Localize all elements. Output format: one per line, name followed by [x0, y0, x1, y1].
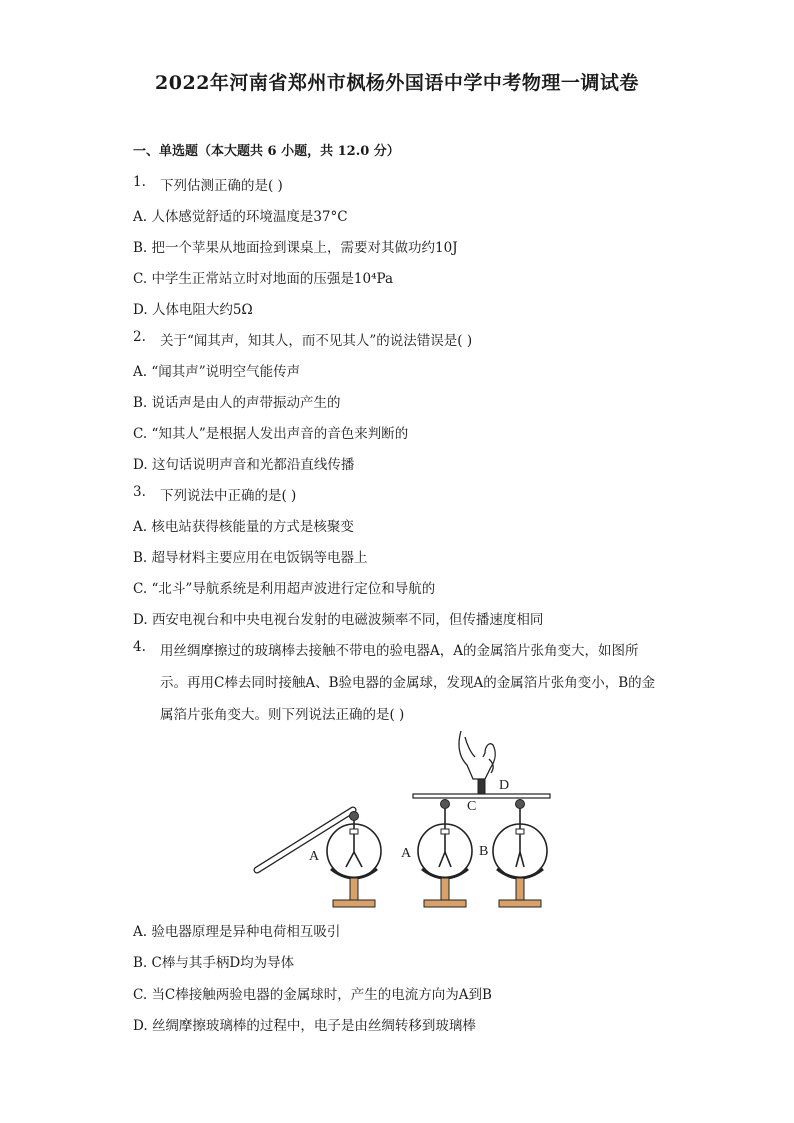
option-content: 人体电阻大约5Ω	[151, 302, 253, 318]
option-text	[133, 608, 543, 628]
option-label: C.	[133, 426, 148, 442]
label-a-middle: A	[401, 846, 412, 861]
metal-rod-c	[413, 794, 550, 798]
option-text	[133, 1014, 476, 1034]
option-label: C.	[133, 271, 148, 287]
option-text	[133, 515, 354, 535]
option-content: 人体感觉舒适的环境温度是37°C	[151, 209, 348, 225]
option-label: D.	[133, 612, 148, 628]
option-label: A.	[133, 924, 148, 940]
question-number: 4.	[133, 639, 146, 655]
option-label: D.	[133, 302, 148, 318]
question-stem-line: 属箔片张角变大。则下列说法正确的是( )	[160, 707, 405, 723]
question-stem: 关于“闻其声，知其人，而不见其人”的说法错误是( )	[160, 333, 473, 349]
question-number: 2.	[133, 329, 146, 345]
question-stem: 下列说法中正确的是( )	[160, 488, 297, 504]
option-content: 中学生正常站立时对地面的压强是10⁴Pa	[151, 271, 394, 287]
option-label: B.	[133, 955, 148, 971]
electroscope-a	[418, 800, 472, 908]
option-label: A.	[133, 364, 148, 380]
question-number: 3.	[133, 484, 146, 500]
rod-handle-d	[478, 779, 485, 795]
option-text	[133, 205, 348, 225]
option-content: 说话声是由人的声带振动产生的	[151, 395, 341, 411]
option-label: B.	[133, 395, 148, 411]
option-text	[133, 422, 408, 442]
option-content: 验电器原理是异种电荷相互吸引	[151, 924, 341, 940]
question-stem: 下列估测正确的是( )	[160, 178, 283, 194]
option-content: 西安电视台和中央电视台发射的电磁波频率不同，但传播速度相同	[151, 612, 544, 628]
option-text	[133, 236, 458, 256]
option-content: “北斗”导航系统是利用超声波进行定位和导航的	[151, 581, 436, 597]
option-text	[133, 577, 435, 597]
option-label: B.	[133, 240, 148, 256]
option-label: D.	[133, 457, 148, 473]
electroscope-figure	[235, 727, 560, 910]
option-content: 超导材料主要应用在电饭锅等电器上	[151, 550, 368, 566]
option-text	[133, 951, 294, 971]
label-b: B	[479, 844, 489, 859]
option-content: 这句话说明声音和光都沿直线传播	[151, 457, 355, 473]
option-label: D.	[133, 1018, 148, 1034]
label-c: C	[467, 799, 477, 814]
label-d: D	[499, 778, 510, 793]
option-text	[133, 360, 300, 380]
option-label: A.	[133, 519, 148, 535]
option-text	[133, 391, 341, 411]
option-text	[133, 546, 368, 566]
option-content: 当C棒接触两验电器的金属球时，产生的电流方向为A到B	[151, 987, 492, 1003]
option-text	[133, 983, 492, 1003]
question-stem-line: 示。再用C棒去同时接触A、B验电器的金属球，发现A的金属箔片张角变小，B的金	[160, 675, 656, 691]
option-text	[133, 920, 340, 940]
option-text	[133, 267, 393, 287]
option-label: B.	[133, 550, 148, 566]
option-text	[133, 453, 354, 473]
option-content: C棒与其手柄D均为导体	[151, 955, 295, 971]
option-label: C.	[133, 581, 148, 597]
option-label: A.	[133, 209, 148, 225]
page-title: 2022年河南省郑州市枫杨外国语中学中考物理一调试卷	[155, 72, 639, 94]
option-label: C.	[133, 987, 148, 1003]
label-a-left: A	[309, 849, 320, 864]
option-content: 把一个苹果从地面捡到课桌上，需要对其做功约10J	[151, 240, 458, 256]
option-content: “闻其声”说明空气能传声	[151, 364, 301, 380]
option-content: 丝绸摩擦玻璃棒的过程中，电子是由丝绸转移到玻璃棒	[151, 1018, 476, 1034]
hand-icon	[459, 731, 495, 779]
option-content: “知其人”是根据人发出声音的音色来判断的	[151, 426, 409, 442]
electroscope-b	[493, 800, 547, 908]
question-stem-line: 用丝绸摩擦过的玻璃棒去接触不带电的验电器A，A的金属箔片张角变大，如图所	[160, 643, 639, 659]
option-text	[133, 298, 253, 318]
section-heading: 一、单选题（本大题共 6 小题，共 12.0 分）	[133, 144, 400, 159]
electroscope-left	[327, 812, 381, 908]
option-content: 核电站获得核能量的方式是核聚变	[151, 519, 354, 535]
question-number: 1.	[133, 174, 146, 190]
